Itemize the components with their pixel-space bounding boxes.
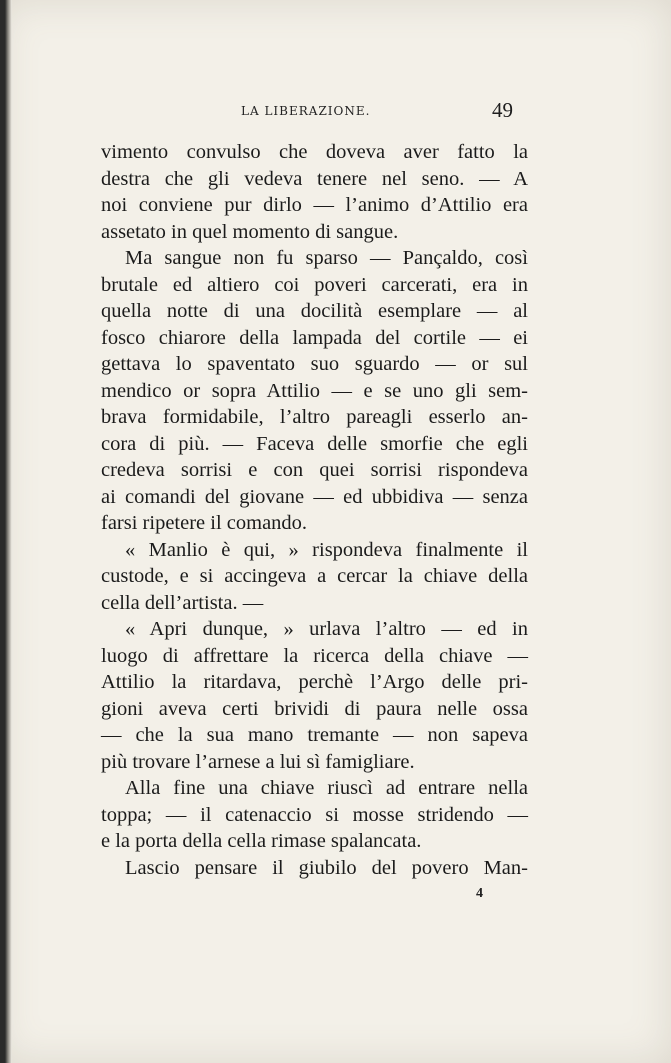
- text-line: Alla fine una chiave riuscì ad entrare nella: [125, 777, 528, 799]
- signature-mark: 4: [476, 886, 483, 901]
- text-line: Lascio pensare il giubilo del povero Man-: [125, 856, 528, 879]
- text-line: Attilio la ritardava, perchè l’Argo delle pri-: [101, 671, 528, 693]
- text-line: e la porta della cella rimase spalancata.: [101, 830, 422, 852]
- text-line: gettava lo spaventato suo sguardo — or sul: [101, 353, 528, 375]
- text-line: destra che gli vedeva tenere nel seno. — A: [101, 167, 528, 190]
- running-title: LA LIBERAZIONE.: [241, 104, 371, 118]
- text-line: luogo di affrettare la ricerca della chiave —: [101, 644, 528, 667]
- text-line: vimento convulso che doveva aver fatto la: [101, 141, 528, 163]
- page-number: 49: [492, 98, 513, 122]
- text-line: « Apri dunque, » urlava l’altro — ed in: [125, 618, 528, 640]
- text-line: quella notte di una docilità esemplare — al: [101, 300, 528, 322]
- text-line: noi conviene pur dirlo — l’animo d’Attilio era: [101, 194, 528, 216]
- text-line: credeva sorrisi e con quei sorrisi rispondeva: [101, 459, 528, 481]
- text-line: ai comandi del giovane — ed ubbidiva — senza: [101, 485, 528, 508]
- text-line: custode, e si accingeva a cercar la chiave della: [101, 565, 528, 587]
- text-line: assetato in quel momento di sangue.: [101, 220, 399, 243]
- text-line: gioni aveva certi brividi di paura nelle ossa: [101, 697, 528, 720]
- text-line: farsi ripetere il comando.: [101, 512, 308, 534]
- text-line: cella dell’artista. —: [101, 591, 264, 614]
- body-text: [101, 139, 528, 881]
- text-line: cora di più. — Faceva delle smorfie che egli: [101, 432, 528, 455]
- text-line: — che la sua mano tremante — non sapeva: [101, 724, 528, 746]
- text-line: più trovare l’arnese a lui sì famigliare.: [101, 750, 415, 773]
- text-line: brava formidabile, l’altro pareagli esserlo an-: [101, 406, 528, 428]
- page-gutter-edge: [0, 0, 12, 1063]
- text-line: « Manlio è qui, » rispondeva finalmente il: [125, 538, 528, 561]
- text-line: fosco chiarore della lampada del cortile — ei: [101, 326, 528, 349]
- text-line: brutale ed altiero coi poveri carcerati, era in: [101, 273, 528, 296]
- text-line: Ma sangue non fu sparso — Pançaldo, così: [125, 247, 528, 269]
- text-line: mendico or sopra Attilio — e se uno gli sem-: [101, 379, 528, 402]
- text-line: toppa; — il catenaccio si mosse stridendo —: [101, 803, 528, 826]
